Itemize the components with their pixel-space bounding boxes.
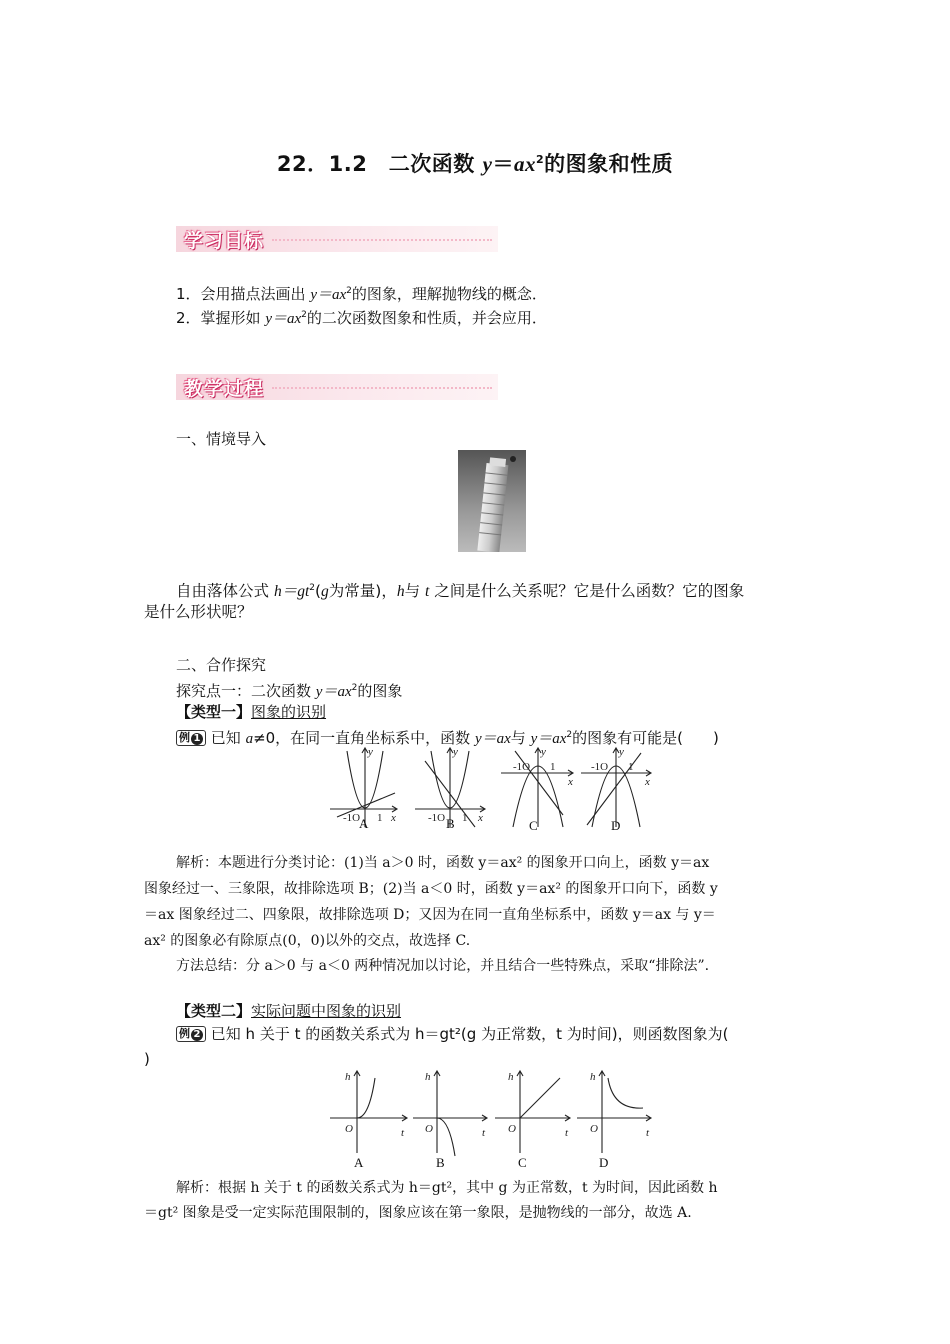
svg-text:t: t [646,1127,650,1139]
svg-text:t: t [565,1127,569,1139]
section-heading-explore: 二、合作探究 [176,656,267,674]
objective-2: 2．掌握形如 $y=ax^2$的二次函数图象和性质，并会应用． [176,309,547,327]
svg-text:t: t [482,1127,486,1139]
svg-text:O: O [345,1123,353,1135]
process-banner [176,374,498,400]
example-2-graph-b [413,1071,487,1156]
svg-text:x: x [391,812,396,824]
svg-text:h: h [508,1071,514,1083]
svg-text:h: h [590,1071,596,1083]
svg-text:O: O [508,1123,516,1135]
svg-text:y: y [541,746,546,758]
svg-text:O: O [590,1123,598,1135]
objectives-banner [176,226,498,252]
example-2-graph-d [577,1071,651,1153]
example-1-option-a: A [359,816,369,831]
example-1-analysis-line4: ax² 的图象必有除原点(0，0)以外的交点，故选择 C. [144,933,471,949]
example-2-option-d: D [599,1155,609,1170]
intro-question-line1: 自由落体公式 $h=gt^2(g$为常量)，h与 t 之间是什么关系呢？它是什么函数？它的图象 [176,582,745,601]
example-1-analysis-line1: 解析：本题进行分类讨论：(1)当 a＞0 时，函数 y＝ax² 的图象开口向上，函数 y＝ax [176,855,710,871]
svg-text:1: 1 [377,812,383,824]
svg-text:1: 1 [628,761,634,773]
type-2-heading: 【类型二】实际问题中图象的识别 [176,1002,402,1020]
svg-text:y: y [619,746,624,758]
example-2-option-a: A [354,1155,364,1170]
example-1-summary: 方法总结：分 a＞0 与 a＜0 两种情况加以讨论，并且结合一些特殊点，采取“排除法”. [176,958,710,974]
example-2-question-line2: ) [144,1050,150,1068]
example-2-graph-c [495,1071,570,1153]
explore-point-1: 探究点一：二次函数 $y=ax^2$的图象 [176,682,403,700]
example-2-analysis-line2: ＝gt² 图象是受一定实际范围限制的，图象应该在第一象限，是抛物线的一部分，故选 A. [144,1205,692,1221]
svg-text:x: x [645,776,650,788]
svg-text:1: 1 [550,761,556,773]
svg-text:x: x [478,812,483,824]
example-2-option-c: C [518,1155,527,1170]
svg-text:-1O: -1O [343,812,361,824]
svg-text:y: y [368,746,373,758]
section-heading-intro: 一、情境导入 [176,430,267,448]
example-1-analysis-line2: 图象经过一、三象限，故排除选项 B；(2)当 a＜0 时，函数 y＝ax² 的图象开口向下，函数 y [144,881,718,897]
example-1-question: 例 1 已知 a≠0，在同一直角坐标系中，函数 y＝ax与 $y=ax^2$的图象有可能是( ) [176,724,719,751]
example-1-option-c: C [529,818,538,833]
svg-text:1: 1 [462,812,468,824]
leaning-tower-image [458,450,526,552]
example-1-badge: 例 1 [176,730,206,746]
example-2-graph-a [330,1071,407,1153]
svg-text:-1O: -1O [591,761,609,773]
process-banner-label: 教学过程 [184,378,265,400]
objectives-banner-label: 学习目标 [184,230,265,252]
example-2-badge: 例 2 [176,1026,206,1042]
svg-text:y: y [453,746,458,758]
svg-text:-1O: -1O [428,812,446,824]
example-1-option-b: B [446,816,455,831]
svg-text:x: x [568,776,573,788]
example-2-option-b: B [436,1155,445,1170]
intro-question-line2: 是什么形状呢？ [144,603,253,621]
svg-text:-1O: -1O [513,761,531,773]
example-2-analysis-line1: 解析：根据 h 关于 t 的函数关系式为 h＝gt²，其中 g 为正常数，t 为时间，因此函数 h [176,1180,718,1196]
example-2-graphs [325,1068,665,1158]
svg-text:O: O [425,1123,433,1135]
svg-text:h: h [345,1071,351,1083]
example-2-question: 例 2 已知 h 关于 t 的函数关系式为 h＝gt²(g 为正常数，t 为时间)，则函数图象为( [176,1023,728,1046]
example-1-option-d: D [611,818,621,833]
page-title: 22．1.2 二次函数 $y=ax^2$的图象和性质 [276,152,674,176]
example-1-graph-d [581,748,651,827]
type-1-heading: 【类型一】图象的识别 [176,703,327,721]
svg-text:t: t [401,1127,405,1139]
objective-1: 1．会用描点法画出 $y=ax^2$的图象，理解抛物线的概念． [176,285,547,303]
example-1-graph-c [501,748,573,827]
example-1-analysis-line3: ＝ax 图象经过二、四象限，故排除选项 D；又因为在同一直角坐标系中，函数 y＝ax 与 y＝ [144,907,716,923]
svg-text:h: h [425,1071,431,1083]
